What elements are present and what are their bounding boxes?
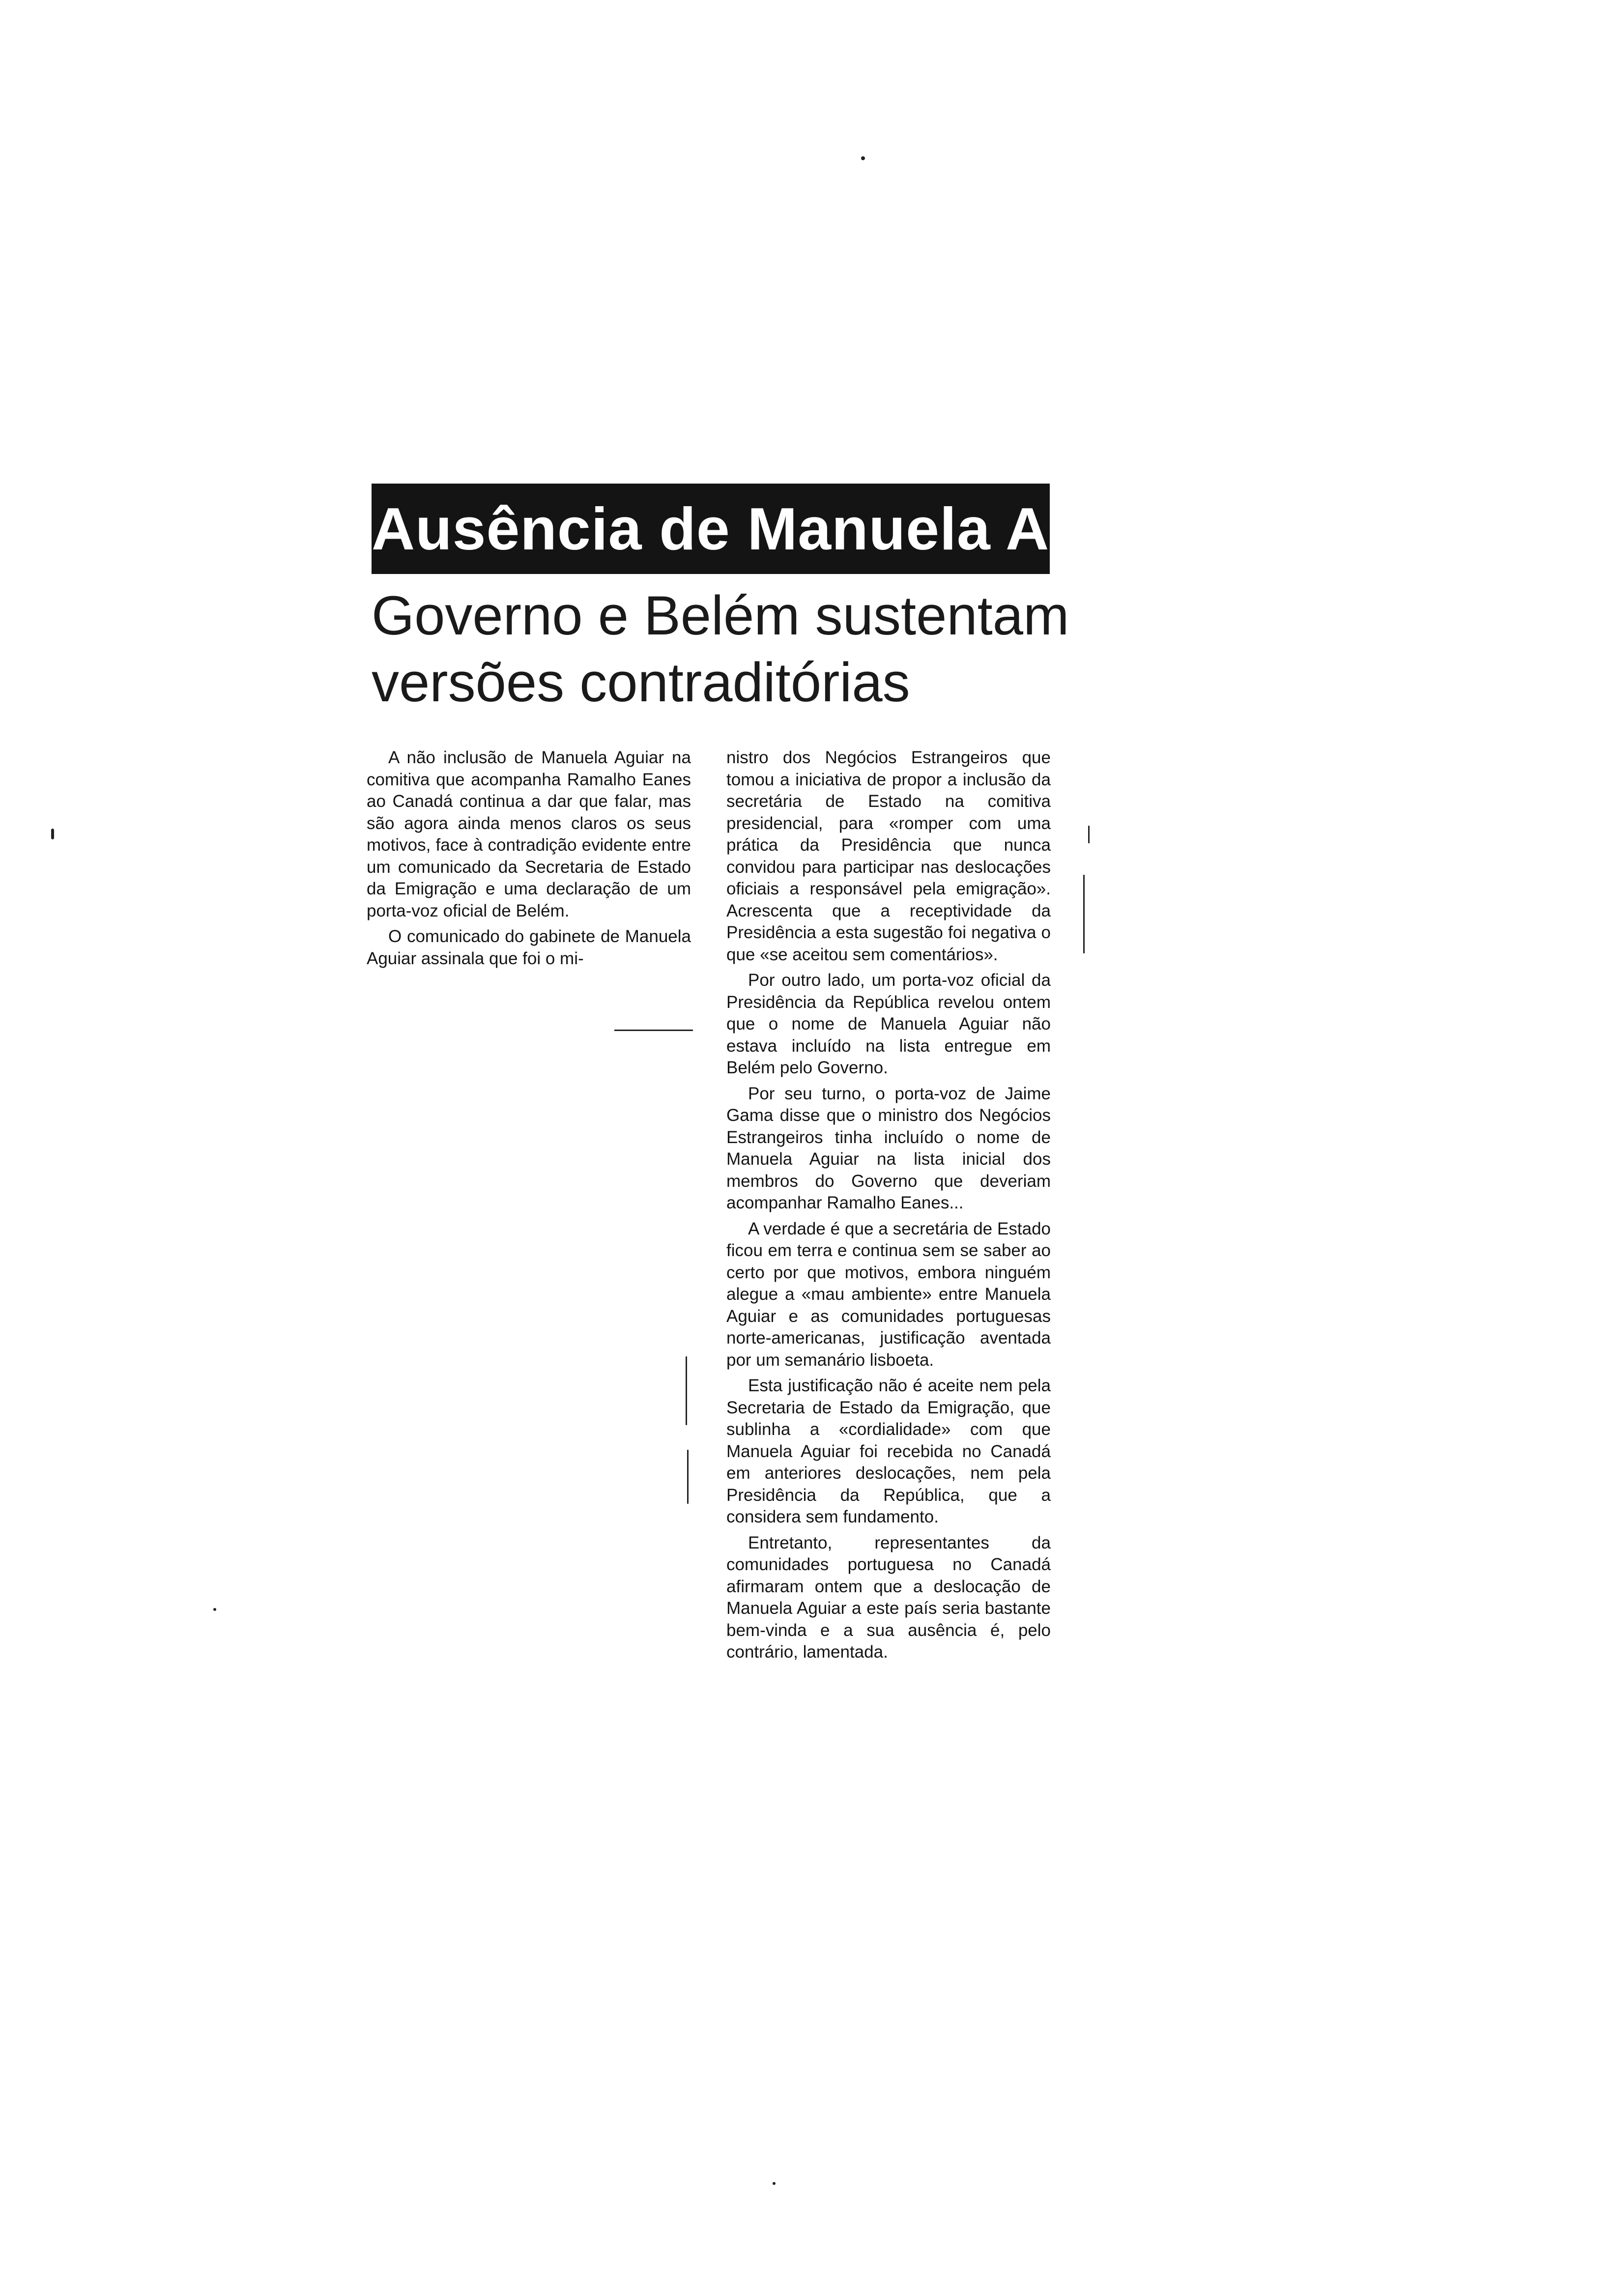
scan-speck [687,1450,689,1504]
scan-speck [686,1356,687,1425]
scan-speck [1088,826,1090,843]
scan-speck [773,2182,776,2185]
paragraph: Esta justificação não é aceite nem pela Secretaria de Estado da Emigração, que sublinha a «cordialidade» com que Manuela Aguiar foi recebida no Canadá em anteriores deslocações, nem pela Presidência da República, que a considera sem fundamento. [726,1376,1051,1526]
article-kicker: Ausência de Manuela Aguiar [372,484,1050,574]
scan-speck [1083,875,1085,953]
scan-speck [51,829,54,839]
paragraph: A não inclusão de Manuela Aguiar na comitiva que acompanha Ramalho Eanes ao Canadá continua a dar que falar, mas são agora ainda menos claros os seus motivos, face à contradição evidente entre um comunicado da Secretaria de Estado da Emigração e uma declaração de um porta-voz oficial de Belém. [367,748,691,920]
headline-line: Governo e Belém sustentam [372,585,1069,646]
paragraph: nistro dos Negócios Estrangeiros que tomou a iniciativa de propor a inclusão da secretária de Estado na comitiva presidencial, para «romper com uma prática da Presidência que nunca convidou para participar nas deslocações oficiais a responsável pela emigração». Acrescenta que a receptividade da Presidência a esta sugestão foi negativa o que «se aceitou sem comentários». [726,748,1051,964]
paragraph: Por seu turno, o porta-voz de Jaime Gama disse que o ministro dos Negócios Estrangeiros tinha incluído o nome de Manuela Aguiar na lista inicial dos membros do Governo que deveriam acompanhar Ramalho Eanes... [726,1084,1051,1212]
paragraph: A verdade é que a secretária de Estado ficou em terra e continua sem se saber ao certo por que motivos, embora ninguém alegue a «mau ambiente» entre Manuela Aguiar e as comunidades portuguesas norte-americanas, justificação aventada por um semanário lisboeta. [726,1219,1051,1370]
paragraph: Por outro lado, um porta-voz oficial da Presidência da República revelou ontem que o nome de Manuela Aguiar não estava incluído na lista entregue em Belém pelo Governo. [726,971,1051,1077]
article-column-2 [726,747,1051,1664]
paragraph: O comunicado do gabinete de Manuela Aguiar assinala que foi o mi- [367,927,691,968]
scan-speck [213,1608,216,1611]
article-headline [372,582,1089,716]
column-end-rule [614,1030,693,1031]
article-column-1 [367,747,691,970]
headline-line: versões contraditórias [372,652,910,713]
scan-speck [861,156,865,160]
paragraph: Entretanto, representantes da comunidades portuguesa no Canadá afirmaram ontem que a deslocação de Manuela Aguiar a este país seria bastante bem-vinda e a sua ausência é, pelo contrário, lamentada. [726,1533,1051,1662]
